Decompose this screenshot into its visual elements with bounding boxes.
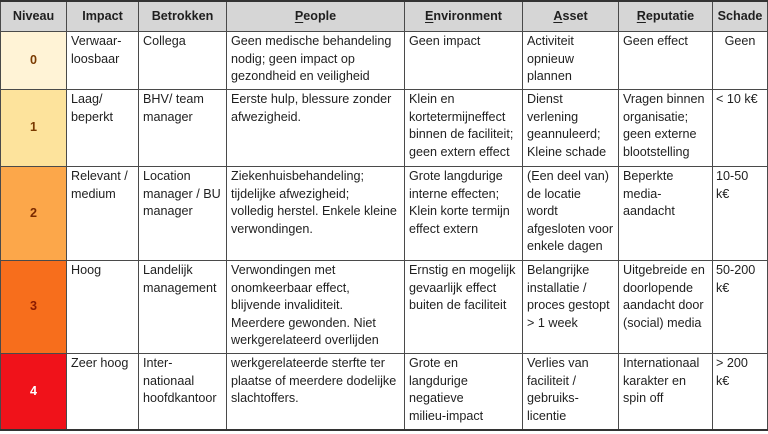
risk-table-body [1,32,768,431]
reputatie-cell: Internationaal karakter en spin off [619,354,713,431]
header-environment-initial: E [425,8,434,23]
header-asset-initial: A [553,8,563,23]
betrokken-cell: Inter- nationaal hoofdkantoor [139,354,227,431]
reputatie-cell: Geen effect [619,32,713,90]
table-row [1,32,768,90]
header-asset-rest: sset [562,8,588,23]
reputatie-cell: Beperkte media- aandacht [619,167,713,261]
schade-cell: 10-50 k€ [713,167,768,261]
environment-cell: Klein en kortetermijneffect binnen de faciliteit; geen extern effect [405,90,523,167]
header-schade: Schade [713,1,768,32]
environment-cell: Grote langdurige interne effecten; Klein korte termijn effect extern [405,167,523,261]
header-impact: Impact [67,1,139,32]
schade-cell: 50-200 k€ [713,261,768,354]
table-row [1,261,768,354]
header-reputatie [619,1,713,32]
people-cell: werkgerelateerde sterfte ter plaatse of meerdere dodelijke slachtoffers. [227,354,405,431]
header-people-rest: eople [303,8,337,23]
asset-cell: Belangrijke installatie / proces gestopt > 1 week [523,261,619,354]
environment-cell: Ernstig en mogelijk gevaarlijk effect buiten de faciliteit [405,261,523,354]
impact-cell: Zeer hoog [67,354,139,431]
level-cell: 1 [1,90,67,167]
asset-cell: (Een deel van) de locatie wordt afgesloten voor enkele dagen [523,167,619,261]
header-reputatie-initial: R [636,8,646,23]
table-row [1,167,768,261]
asset-cell: Activiteit opnieuw plannen [523,32,619,90]
betrokken-cell: Landelijk management [139,261,227,354]
impact-cell: Laag/ beperkt [67,90,139,167]
environment-cell: Grote en langdurige negatieve milieu-impact [405,354,523,431]
level-cell: 4 [1,354,67,431]
people-cell: Verwondingen met onomkeerbaar effect, blijvende invaliditeit. Meerdere gewonden. Niet werkgerelateerd overlijden [227,261,405,354]
table-row [1,354,768,431]
header-row [1,1,768,32]
betrokken-cell: Location manager / BU manager [139,167,227,261]
people-cell: Geen medische behandeling nodig; geen impact op gezondheid en veiligheid [227,32,405,90]
people-cell: Ziekenhuisbehandeling; tijdelijke afwezigheid; volledig herstel. Enkele kleine verwondingen. [227,167,405,261]
impact-cell: Verwaar- loosbaar [67,32,139,90]
betrokken-cell: BHV/ team manager [139,90,227,167]
reputatie-cell: Vragen binnen organisatie; geen externe blootstelling [619,90,713,167]
header-asset [523,1,619,32]
people-cell: Eerste hulp, blessure zonder afwezigheid. [227,90,405,167]
reputatie-cell: Uitgebreide en doorlopende aandacht door (social) media [619,261,713,354]
level-cell: 3 [1,261,67,354]
impact-cell: Relevant / medium [67,167,139,261]
header-people-initial: P [294,8,304,23]
betrokken-cell: Collega [139,32,227,90]
asset-cell: Dienst verlening geannuleerd; Kleine schade [523,90,619,167]
header-environment-rest: nvironment [433,8,502,23]
header-betrokken: Betrokken [139,1,227,32]
asset-cell: Verlies van faciliteit / gebruiks- licentie [523,354,619,431]
header-reputatie-rest: eputatie [645,8,695,23]
header-niveau: Niveau [1,1,67,32]
schade-cell: Geen [713,32,768,90]
table-row [1,90,768,167]
impact-cell: Hoog [67,261,139,354]
schade-cell: > 200 k€ [713,354,768,431]
header-environment [405,1,523,32]
level-cell: 2 [1,167,67,261]
header-people [227,1,405,32]
level-cell: 0 [1,32,67,90]
environment-cell: Geen impact [405,32,523,90]
schade-cell: < 10 k€ [713,90,768,167]
